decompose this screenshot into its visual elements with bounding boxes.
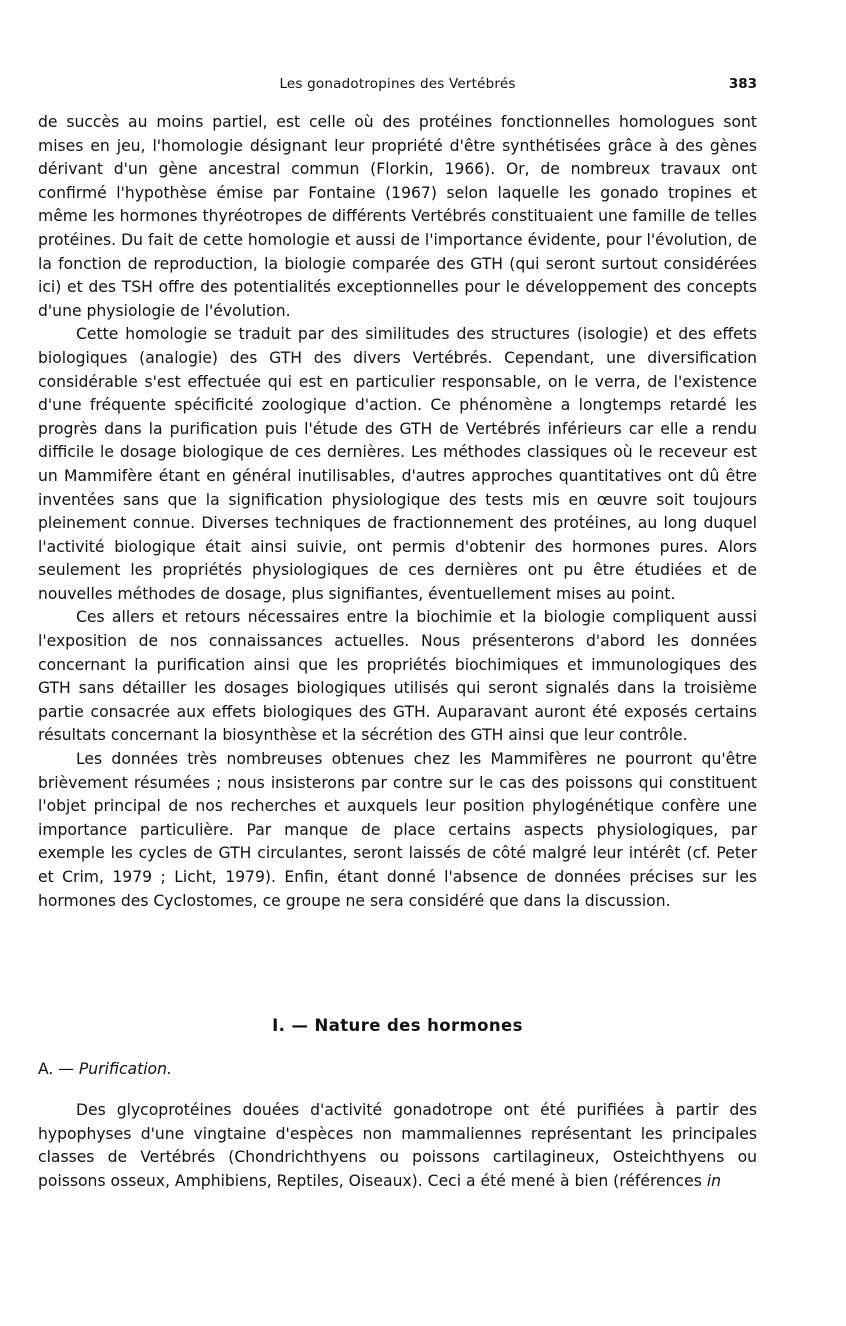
paragraph: Ces allers et retours nécessaires entre la biochimie et la biologie compliquent aussi l'exposition de nos connaissances actuelles. Nous présenterons d'abord les données concernant la purification ainsi que les propriétés biochimiques et immunologiques des GTH sans détailler les dosages biologiques utilisés qui seront signalés dans la troisième partie consacrée aux effets biologiques des GTH. Auparavant auront été exposés certains résultats concernant la biosynthèse et la sécrétion des GTH ainsi que leur contrôle. [38,608,757,745]
section-heading: I. — Nature des hormones [272,1016,523,1035]
running-title: Les gonadotropines des Vertébrés [279,76,516,92]
subsection-label: A. — [38,1060,74,1078]
paragraph: Les données très nombreuses obtenues chez les Mammifères ne pourront qu'être brièvement résumées ; nous insisterons par contre sur le cas des poissons qui constituent l'objet principal de nos recherches et auxquels leur position phylogénétique confère une importance particulière. Par manque de place certains aspects physiologiques, par exemple les cycles de GTH circulantes, seront laissés de côté malgré leur intérêt (cf. Peter et Crim, 1979 ; Licht, 1979). Enfin, étant donné l'absence de données précises sur les hormones des Cyclostomes, ce groupe ne sera considéré que dans la discussion. [38,750,757,910]
page-number: 383 [728,76,757,92]
paragraph-italic-word: in [706,1171,722,1190]
subsection-heading [38,1060,172,1078]
body-text [38,111,757,913]
paragraph: Cette homologie se traduit par des similitudes des structures (isologie) et des effets biologiques (analogie) des GTH des divers Vertébrés. Cependant, une diversification considérable s'est effectuée qui est en particulier responsable, on le verra, de l'existence d'une fréquente spécificité zoologique d'action. Ce phénomène a longtemps retardé les progrès dans la purification puis l'étude des GTH de Vertébrés inférieurs car elle a rendu difficile le dosage biologique de ces dernières. Les méthodes classiques où le receveur est un Mammifère étant en général inutilisables, d'autres approches quantitatives ont dû être inventées sans que la signification physiologique des tests mis en œuvre soit toujours pleinement connue. Diverses techniques de fractionnement des protéines, au long duquel l'activité biologique était ainsi suivie, ont permis d'obtenir des hormones pures. Alors seulement les propriétés physiologiques de ces dernières ont pu être étudiées et de nouvelles méthodes de dosage, plus signifiantes, éventuellement mises au point. [38,325,757,603]
subsection-title: Purification. [78,1060,172,1078]
paragraph: de succès au moins partiel, est celle où des protéines fonctionnelles homologues sont mises en jeu, l'homologie désignant leur propriété d'être synthétisées grâce à des gènes dérivant d'un gène ancestral commun (Florkin, 1966). Or, de nombreux travaux ont confirmé l'hypothèse émise par Fontaine (1967) selon laquelle les gonado tropines et même les hormones thyréotropes de différents Vertébrés constituaient une famille de telles protéines. Du fait de cette homologie et aussi de l'importance évidente, pour l'évolution, de la fonction de reproduction, la biologie comparée des GTH (qui seront surtout considérées ici) et des TSH offre des potentialités exceptionnelles pour le développement des concepts d'une physiologie de l'évolution. [38,113,757,320]
paragraph [38,1099,757,1193]
running-header [38,76,757,96]
paragraph-text: Des glycoprotéines douées d'activité gonadotrope ont été purifiées à partir des hypophyses d'une vingtaine d'espèces non mammaliennes représentant les principales classes de Vertébrés (Chondrichthyens ou poissons cartilagineux, Osteichthyens ou poissons osseux, Amphibiens, Reptiles, Oiseaux). Ceci a été mené à bien (références [38,1101,757,1190]
body-text-continued [38,1099,757,1193]
